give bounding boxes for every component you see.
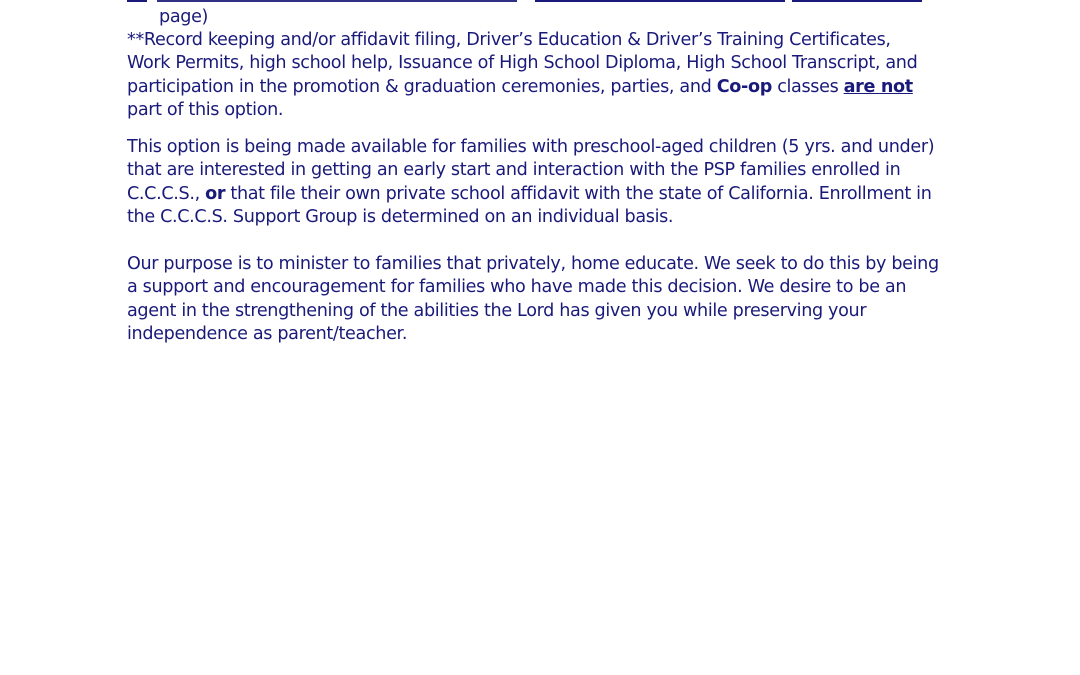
text-line: independence as parent/teacher. (127, 324, 408, 345)
clipped-text-fragment (535, 0, 785, 2)
paragraph-continuation (127, 6, 957, 29)
text-run: participation in the promotion & graduation ceremonies, parties, and (127, 76, 717, 97)
paragraph-exclusions (127, 29, 957, 123)
text-line: that are interested in getting an early start and interaction with the PSP families enrolled in (127, 160, 901, 181)
text-line: part of this option. (127, 100, 284, 121)
clipped-text-fragment (127, 0, 147, 2)
text-line: **Record keeping and/or affidavit filing, Driver’s Education & Driver’s Training Certificates, (127, 30, 891, 50)
text-line: agent in the strengthening of the abilities the Lord has given you while preserving your (127, 300, 867, 321)
text-line: the C.C.C.S. Support Group is determined on an individual basis. (127, 207, 674, 228)
text-line: page) (159, 7, 209, 27)
bold-text: or (205, 183, 226, 204)
bold-text: Co-op (716, 76, 772, 97)
underlined-emphasis: are not (843, 76, 913, 97)
paragraph-preschool-option (127, 136, 957, 230)
text-line: This option is being made available for families with preschool-aged children (5 yrs. and under) (127, 137, 935, 157)
clipped-text-fragment (792, 0, 922, 2)
text-run: that file their own private school affidavit with the state of California. Enrollment in (225, 183, 932, 204)
paragraph-purpose (127, 253, 957, 347)
clipped-text-fragment (157, 0, 517, 2)
text-line: a support and encouragement for families who have made this decision. We desire to be an (127, 277, 907, 298)
text-line (127, 183, 957, 206)
text-run: C.C.C.S., (127, 183, 206, 204)
text-line (127, 76, 957, 99)
text-run: classes (771, 76, 844, 97)
text-line: Work Permits, high school help, Issuance of High School Diploma, High School Transcript, and (127, 53, 918, 74)
text-line: Our purpose is to minister to families that privately, home educate. We seek to do this by being (127, 254, 939, 274)
